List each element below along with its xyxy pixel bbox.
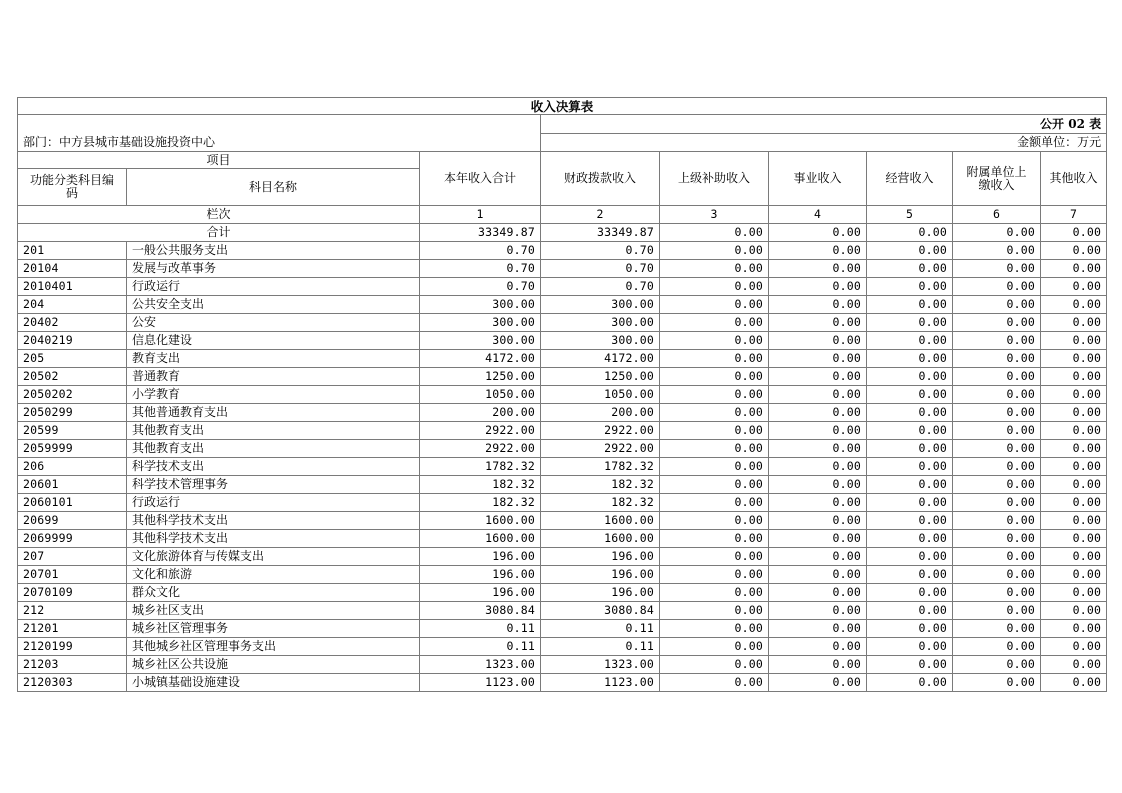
amount-cell: 0.00: [1041, 656, 1107, 674]
subject-code: 20104: [18, 260, 127, 278]
amount-cell: 0.00: [769, 260, 867, 278]
amount-cell: 0.00: [953, 332, 1041, 350]
amount-cell: 0.00: [1041, 422, 1107, 440]
subject-name: 普通教育: [127, 368, 420, 386]
header-col-3: 上级补助收入: [660, 152, 769, 206]
amount-unit-label: 金额单位：万元: [541, 134, 1107, 152]
subject-name: 科学技术支出: [127, 458, 420, 476]
amount-cell: 0.00: [1041, 332, 1107, 350]
amount-cell: 0.00: [1041, 242, 1107, 260]
subject-name: 教育支出: [127, 350, 420, 368]
amount-cell: 0.00: [1041, 530, 1107, 548]
amount-cell: 0.00: [660, 386, 769, 404]
amount-cell: 0.00: [953, 494, 1041, 512]
amount-cell: 0.00: [867, 440, 953, 458]
table-row: [18, 620, 1107, 638]
amount-cell: 0.00: [1041, 620, 1107, 638]
amount-cell: 0.00: [953, 584, 1041, 602]
amount-cell: 0.00: [769, 332, 867, 350]
amount-cell: 0.11: [420, 620, 541, 638]
column-index-4: 4: [769, 206, 867, 224]
table-title: 收入决算表: [18, 98, 1107, 115]
subject-name: 行政运行: [127, 494, 420, 512]
amount-cell: 0.00: [660, 242, 769, 260]
table-row: [18, 422, 1107, 440]
amount-cell: 0.00: [660, 656, 769, 674]
amount-cell: 0.00: [1041, 638, 1107, 656]
total-value: 0.00: [769, 224, 867, 242]
department-row: [18, 134, 1107, 152]
amount-cell: 1323.00: [541, 656, 660, 674]
header-col-4: 事业收入: [769, 152, 867, 206]
subject-name: 信息化建设: [127, 332, 420, 350]
amount-cell: 0.00: [953, 278, 1041, 296]
amount-cell: 1782.32: [541, 458, 660, 476]
header-item: 项目: [18, 152, 420, 169]
amount-cell: 0.00: [953, 368, 1041, 386]
header-col-5: 经营收入: [867, 152, 953, 206]
subject-name: 发展与改革事务: [127, 260, 420, 278]
subject-code: 21203: [18, 656, 127, 674]
amount-cell: 0.00: [953, 260, 1041, 278]
subject-name: 文化和旅游: [127, 566, 420, 584]
amount-cell: 0.00: [1041, 260, 1107, 278]
amount-cell: 0.00: [1041, 602, 1107, 620]
subject-name: 群众文化: [127, 584, 420, 602]
amount-cell: 0.00: [1041, 548, 1107, 566]
subject-code: 2069999: [18, 530, 127, 548]
amount-cell: 0.00: [953, 620, 1041, 638]
subject-code: 20599: [18, 422, 127, 440]
table-row: [18, 656, 1107, 674]
amount-cell: 200.00: [541, 404, 660, 422]
amount-cell: 0.00: [867, 260, 953, 278]
subject-code: 2010401: [18, 278, 127, 296]
amount-cell: 0.00: [953, 638, 1041, 656]
amount-cell: 182.32: [420, 494, 541, 512]
amount-cell: 0.00: [953, 602, 1041, 620]
amount-cell: 0.00: [953, 296, 1041, 314]
amount-cell: 1600.00: [541, 512, 660, 530]
amount-cell: 0.00: [660, 674, 769, 692]
amount-cell: 0.00: [769, 278, 867, 296]
amount-cell: 182.32: [541, 476, 660, 494]
header-col-1: 本年收入合计: [420, 152, 541, 206]
amount-cell: 0.00: [769, 602, 867, 620]
amount-cell: 0.00: [1041, 404, 1107, 422]
amount-cell: 300.00: [420, 314, 541, 332]
amount-cell: 0.00: [1041, 278, 1107, 296]
header-col-6: 附属单位上缴收入: [953, 152, 1041, 206]
amount-cell: 0.00: [660, 530, 769, 548]
subject-name: 城乡社区管理事务: [127, 620, 420, 638]
subject-name: 其他教育支出: [127, 440, 420, 458]
subject-name: 一般公共服务支出: [127, 242, 420, 260]
amount-cell: 1050.00: [541, 386, 660, 404]
amount-cell: 0.00: [1041, 440, 1107, 458]
header-row-1: [18, 152, 1107, 169]
amount-cell: 0.00: [867, 656, 953, 674]
amount-cell: 0.00: [769, 404, 867, 422]
amount-cell: 0.00: [867, 494, 953, 512]
table-row: [18, 674, 1107, 692]
amount-cell: 0.00: [867, 368, 953, 386]
subject-code: 2040219: [18, 332, 127, 350]
amount-cell: 0.00: [660, 440, 769, 458]
table-body: [18, 98, 1107, 692]
amount-cell: 0.00: [953, 242, 1041, 260]
amount-cell: 0.00: [769, 242, 867, 260]
table-row: [18, 386, 1107, 404]
table-row: [18, 494, 1107, 512]
table-row: [18, 368, 1107, 386]
amount-cell: 0.00: [660, 350, 769, 368]
total-value: 0.00: [1041, 224, 1107, 242]
table-row: [18, 530, 1107, 548]
amount-cell: 0.00: [660, 602, 769, 620]
amount-cell: 4172.00: [420, 350, 541, 368]
subject-name: 其他教育支出: [127, 422, 420, 440]
amount-cell: 0.11: [420, 638, 541, 656]
income-final-accounts-sheet: [17, 97, 1106, 692]
amount-cell: 0.00: [769, 620, 867, 638]
amount-cell: 0.00: [953, 530, 1041, 548]
amount-cell: 0.00: [660, 584, 769, 602]
amount-cell: 0.00: [1041, 494, 1107, 512]
subject-code: 2120303: [18, 674, 127, 692]
header-col-7: 其他收入: [1041, 152, 1107, 206]
amount-cell: 0.00: [867, 422, 953, 440]
amount-cell: 0.00: [660, 368, 769, 386]
amount-cell: 0.00: [1041, 350, 1107, 368]
total-row: [18, 224, 1107, 242]
amount-cell: 0.00: [1041, 566, 1107, 584]
amount-cell: 0.00: [769, 458, 867, 476]
table-row: [18, 602, 1107, 620]
column-index-5: 5: [867, 206, 953, 224]
amount-cell: 0.00: [660, 620, 769, 638]
column-index-2: 2: [541, 206, 660, 224]
amount-cell: 0.00: [769, 584, 867, 602]
amount-cell: 2922.00: [541, 422, 660, 440]
amount-cell: 0.00: [953, 458, 1041, 476]
amount-cell: 0.00: [867, 350, 953, 368]
amount-cell: 300.00: [541, 296, 660, 314]
amount-cell: 182.32: [541, 494, 660, 512]
subject-code: 20502: [18, 368, 127, 386]
table-row: [18, 512, 1107, 530]
amount-cell: 0.70: [541, 242, 660, 260]
amount-cell: 0.00: [769, 566, 867, 584]
amount-cell: 2922.00: [420, 422, 541, 440]
amount-cell: 0.00: [769, 494, 867, 512]
amount-cell: 0.00: [769, 674, 867, 692]
amount-cell: 0.00: [1041, 368, 1107, 386]
subject-name: 小学教育: [127, 386, 420, 404]
department-label: 部门：中方县城市基础设施投资中心: [18, 134, 541, 152]
amount-cell: 182.32: [420, 476, 541, 494]
subject-name: 其他科学技术支出: [127, 512, 420, 530]
amount-cell: 0.00: [953, 512, 1041, 530]
subject-code: 20601: [18, 476, 127, 494]
subject-code: 2050299: [18, 404, 127, 422]
amount-cell: 1323.00: [420, 656, 541, 674]
amount-cell: 0.00: [769, 476, 867, 494]
amount-cell: 0.00: [953, 674, 1041, 692]
amount-cell: 0.00: [867, 638, 953, 656]
total-value: 0.00: [867, 224, 953, 242]
subject-code: 2050202: [18, 386, 127, 404]
subject-code: 204: [18, 296, 127, 314]
amount-cell: 0.00: [953, 350, 1041, 368]
subject-name: 科学技术管理事务: [127, 476, 420, 494]
amount-cell: 196.00: [541, 584, 660, 602]
header-col-2: 财政拨款收入: [541, 152, 660, 206]
subject-name: 城乡社区公共设施: [127, 656, 420, 674]
amount-cell: 1250.00: [541, 368, 660, 386]
amount-cell: 0.00: [867, 674, 953, 692]
table-row: [18, 584, 1107, 602]
amount-cell: 0.00: [953, 404, 1041, 422]
amount-cell: 196.00: [420, 566, 541, 584]
amount-cell: 0.00: [769, 422, 867, 440]
amount-cell: 1600.00: [541, 530, 660, 548]
form-number-row: [18, 115, 1107, 134]
amount-cell: 0.11: [541, 638, 660, 656]
amount-cell: 0.00: [953, 440, 1041, 458]
amount-cell: 196.00: [420, 584, 541, 602]
amount-cell: 0.00: [867, 476, 953, 494]
amount-cell: 1123.00: [541, 674, 660, 692]
amount-cell: 0.00: [769, 386, 867, 404]
amount-cell: 0.00: [769, 638, 867, 656]
subject-code: 21201: [18, 620, 127, 638]
subject-code: 2070109: [18, 584, 127, 602]
amount-cell: 0.00: [953, 656, 1041, 674]
table-row: [18, 548, 1107, 566]
amount-cell: 0.00: [1041, 674, 1107, 692]
amount-cell: 0.00: [769, 296, 867, 314]
table-row: [18, 242, 1107, 260]
table-row: [18, 296, 1107, 314]
amount-cell: 1600.00: [420, 530, 541, 548]
amount-cell: 0.00: [867, 278, 953, 296]
amount-cell: 0.00: [867, 314, 953, 332]
amount-cell: 0.00: [1041, 584, 1107, 602]
amount-cell: 300.00: [420, 332, 541, 350]
amount-cell: 0.00: [660, 638, 769, 656]
amount-cell: 1123.00: [420, 674, 541, 692]
subject-name: 小城镇基础设施建设: [127, 674, 420, 692]
amount-cell: 0.00: [660, 566, 769, 584]
amount-cell: 0.00: [1041, 386, 1107, 404]
table-row: [18, 476, 1107, 494]
amount-cell: 0.00: [769, 314, 867, 332]
income-table: [17, 97, 1107, 692]
table-row: [18, 260, 1107, 278]
amount-cell: 0.00: [867, 386, 953, 404]
amount-cell: 0.00: [867, 548, 953, 566]
table-row: [18, 566, 1107, 584]
amount-cell: 0.00: [867, 584, 953, 602]
amount-cell: 3080.84: [420, 602, 541, 620]
total-value: 0.00: [953, 224, 1041, 242]
subject-code: 2059999: [18, 440, 127, 458]
amount-cell: 0.00: [660, 332, 769, 350]
amount-cell: 196.00: [541, 548, 660, 566]
blank-cell: [18, 115, 541, 134]
column-index-3: 3: [660, 206, 769, 224]
amount-cell: 0.00: [769, 440, 867, 458]
subject-code: 212: [18, 602, 127, 620]
amount-cell: 0.00: [769, 656, 867, 674]
amount-cell: 0.00: [660, 422, 769, 440]
amount-cell: 0.00: [867, 242, 953, 260]
amount-cell: 0.00: [769, 530, 867, 548]
amount-cell: 0.70: [541, 260, 660, 278]
subject-code: 2060101: [18, 494, 127, 512]
amount-cell: 0.00: [1041, 314, 1107, 332]
amount-cell: 300.00: [541, 332, 660, 350]
amount-cell: 0.00: [660, 512, 769, 530]
amount-cell: 0.70: [420, 242, 541, 260]
amount-cell: 0.00: [769, 350, 867, 368]
table-row: [18, 458, 1107, 476]
table-row: [18, 440, 1107, 458]
amount-cell: 0.00: [660, 476, 769, 494]
amount-cell: 0.00: [867, 512, 953, 530]
amount-cell: 196.00: [420, 548, 541, 566]
amount-cell: 0.70: [420, 260, 541, 278]
amount-cell: 0.00: [660, 458, 769, 476]
amount-cell: 0.00: [660, 314, 769, 332]
amount-cell: 0.00: [660, 278, 769, 296]
amount-cell: 0.00: [769, 512, 867, 530]
subject-code: 20701: [18, 566, 127, 584]
amount-cell: 300.00: [541, 314, 660, 332]
amount-cell: 0.00: [953, 386, 1041, 404]
column-index-1: 1: [420, 206, 541, 224]
amount-cell: 1050.00: [420, 386, 541, 404]
table-row: [18, 638, 1107, 656]
amount-cell: 0.00: [867, 602, 953, 620]
amount-cell: 0.00: [953, 422, 1041, 440]
amount-cell: 0.00: [867, 530, 953, 548]
amount-cell: 0.00: [769, 548, 867, 566]
subject-name: 其他普通教育支出: [127, 404, 420, 422]
subject-name: 公安: [127, 314, 420, 332]
amount-cell: 0.00: [867, 296, 953, 314]
amount-cell: 0.00: [660, 404, 769, 422]
table-row: [18, 404, 1107, 422]
amount-cell: 3080.84: [541, 602, 660, 620]
subject-code: 20699: [18, 512, 127, 530]
amount-cell: 0.00: [953, 314, 1041, 332]
amount-cell: 0.00: [953, 476, 1041, 494]
table-row: [18, 314, 1107, 332]
amount-cell: 0.00: [867, 566, 953, 584]
amount-cell: 0.00: [1041, 296, 1107, 314]
amount-cell: 1250.00: [420, 368, 541, 386]
amount-cell: 0.70: [541, 278, 660, 296]
header-name: 科目名称: [127, 169, 420, 206]
total-value: 33349.87: [420, 224, 541, 242]
amount-cell: 0.11: [541, 620, 660, 638]
amount-cell: 0.00: [1041, 458, 1107, 476]
total-label: 合计: [18, 224, 420, 242]
subject-code: 205: [18, 350, 127, 368]
subject-name: 文化旅游体育与传媒支出: [127, 548, 420, 566]
amount-cell: 0.00: [953, 566, 1041, 584]
amount-cell: 0.00: [769, 368, 867, 386]
amount-cell: 196.00: [541, 566, 660, 584]
amount-cell: 4172.00: [541, 350, 660, 368]
amount-cell: 1782.32: [420, 458, 541, 476]
title-row: [18, 98, 1107, 115]
amount-cell: 0.00: [660, 494, 769, 512]
table-row: [18, 350, 1107, 368]
subject-code: 201: [18, 242, 127, 260]
amount-cell: 2922.00: [541, 440, 660, 458]
amount-cell: 0.00: [660, 548, 769, 566]
amount-cell: 0.00: [660, 260, 769, 278]
amount-cell: 0.00: [867, 332, 953, 350]
column-index-7: 7: [1041, 206, 1107, 224]
column-index-6: 6: [953, 206, 1041, 224]
subject-name: 行政运行: [127, 278, 420, 296]
amount-cell: 200.00: [420, 404, 541, 422]
amount-cell: 0.00: [1041, 476, 1107, 494]
column-index-label: 栏次: [18, 206, 420, 224]
amount-cell: 0.00: [953, 548, 1041, 566]
header-code: 功能分类科目编码: [18, 169, 127, 206]
table-row: [18, 278, 1107, 296]
total-value: 33349.87: [541, 224, 660, 242]
subject-name: 公共安全支出: [127, 296, 420, 314]
total-value: 0.00: [660, 224, 769, 242]
subject-code: 207: [18, 548, 127, 566]
amount-cell: 300.00: [420, 296, 541, 314]
amount-cell: 0.00: [867, 404, 953, 422]
subject-name: 其他城乡社区管理事务支出: [127, 638, 420, 656]
amount-cell: 0.00: [1041, 512, 1107, 530]
subject-code: 2120199: [18, 638, 127, 656]
subject-code: 206: [18, 458, 127, 476]
form-number: 公开 02 表: [541, 115, 1107, 134]
amount-cell: 0.70: [420, 278, 541, 296]
amount-cell: 2922.00: [420, 440, 541, 458]
column-index-row: [18, 206, 1107, 224]
amount-cell: 0.00: [867, 620, 953, 638]
amount-cell: 1600.00: [420, 512, 541, 530]
subject-name: 城乡社区支出: [127, 602, 420, 620]
amount-cell: 0.00: [660, 296, 769, 314]
subject-name: 其他科学技术支出: [127, 530, 420, 548]
subject-code: 20402: [18, 314, 127, 332]
amount-cell: 0.00: [867, 458, 953, 476]
table-row: [18, 332, 1107, 350]
